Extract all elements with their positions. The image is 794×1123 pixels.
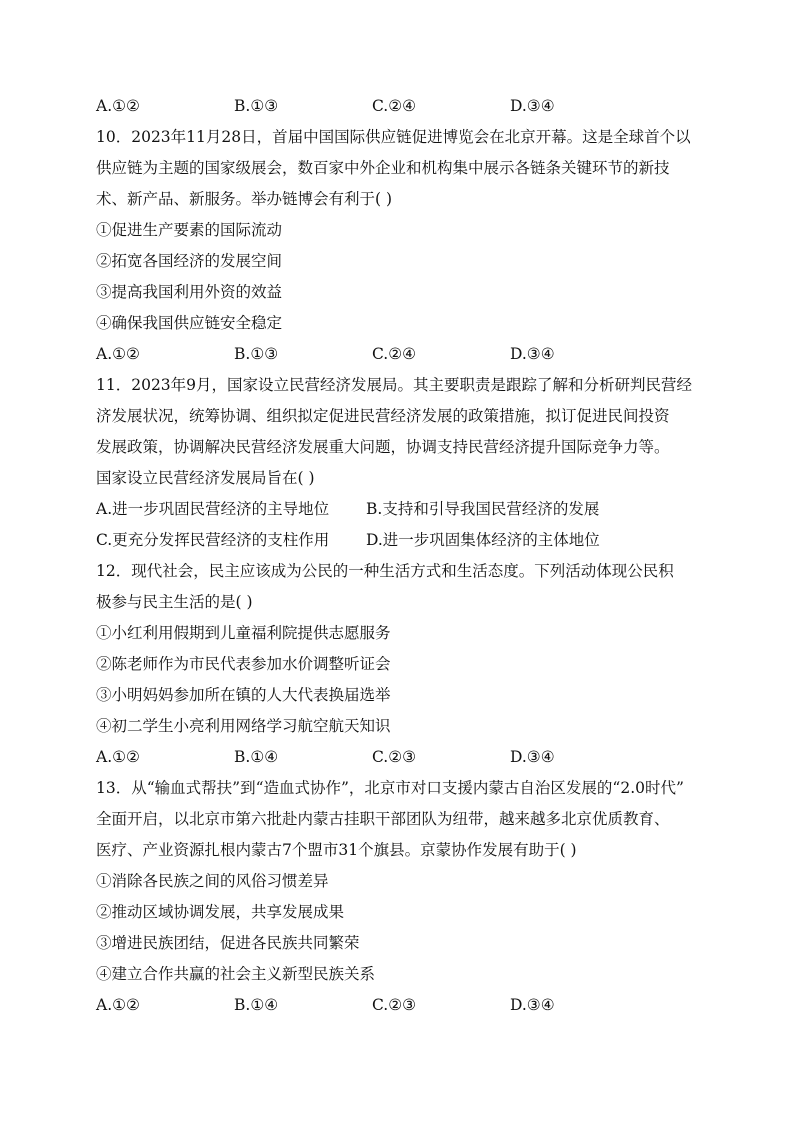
q10-options (96, 344, 698, 364)
q12-option-a: A.①② (96, 748, 140, 766)
q11-stem-line-1: 11．2023年9月，国家设立民营经济发展局。其主要职责是跟踪了解和分析研判民营经 (96, 376, 693, 394)
q13-option-c: C.②③ (372, 996, 417, 1014)
q11-option-d: D.进一步巩固集体经济的主体地位 (366, 531, 600, 549)
q12-option-b: B.①④ (234, 748, 279, 766)
q13-item-4: ④建立合作共赢的社会主义新型民族关系 (96, 965, 376, 983)
q9-option-d: D.③④ (510, 97, 555, 115)
q12-stem-line-1: 12．现代社会，民主应该成为公民的一种生活方式和生活态度。下列活动体现公民积 (96, 562, 674, 580)
q10-option-b: B.①③ (234, 345, 279, 363)
q10-item-3: ③提高我国利用外资的效益 (96, 283, 283, 301)
q12-item-1: ①小红利用假期到儿童福利院提供志愿服务 (96, 624, 391, 642)
q9-option-a: A.①② (96, 97, 140, 115)
q10-item-2: ②拓宽各国经济的发展空间 (96, 252, 283, 270)
q12-item-3: ③小明妈妈参加所在镇的人大代表换届选举 (96, 686, 391, 704)
q13-option-d: D.③④ (510, 996, 555, 1014)
q13-option-b: B.①④ (234, 996, 279, 1014)
q13-options (96, 995, 698, 1015)
q11-option-c: C.更充分发挥民营经济的支柱作用 (96, 531, 330, 549)
q10-item-4: ④确保我国供应链安全稳定 (96, 314, 283, 332)
q13-option-a: A.①② (96, 996, 140, 1014)
q11-stem-line-4: 国家设立民营经济发展局旨在( ) (96, 469, 315, 487)
q10-stem-line-2: 供应链为主题的国家级展会，数百家中外企业和机构集中展示各链条关键环节的新技 (96, 159, 670, 177)
q12-option-d: D.③④ (510, 748, 555, 766)
q12-stem-line-2: 极参与民主生活的是( ) (96, 593, 253, 611)
q11-options-row-2 (96, 530, 698, 550)
q11-option-b: B.支持和引导我国民营经济的发展 (366, 500, 600, 518)
q9-options (96, 96, 698, 116)
q9-option-b: B.①③ (234, 97, 279, 115)
q9-option-c: C.②④ (372, 97, 417, 115)
q13-item-1: ①消除各民族之间的风俗习惯差异 (96, 872, 329, 890)
q12-option-c: C.②③ (372, 748, 417, 766)
q12-item-4: ④初二学生小亮利用网络学习航空航天知识 (96, 717, 391, 735)
q12-options (96, 747, 698, 767)
q11-stem-line-3: 发展政策，协调解决民营经济发展重大问题，协调支持民营经济提升国际竞争力等。 (96, 438, 670, 456)
q10-stem-line-1: 10．2023年11月28日，首届中国国际供应链促进博览会在北京开幕。这是全球首个以 (96, 128, 691, 146)
q10-option-d: D.③④ (510, 345, 555, 363)
q13-item-3: ③增进民族团结，促进各民族共同繁荣 (96, 934, 360, 952)
q10-option-c: C.②④ (372, 345, 417, 363)
q11-option-a: A.进一步巩固民营经济的主导地位 (96, 500, 330, 518)
q12-item-2: ②陈老师作为市民代表参加水价调整听证会 (96, 655, 391, 673)
q13-item-2: ②推动区域协调发展，共享发展成果 (96, 903, 345, 921)
q11-options-row-1 (96, 499, 698, 519)
q13-stem-line-1: 13．从“输血式帮扶”到“造血式协作”，北京市对口支援内蒙古自治区发展的“2.0时代” (96, 779, 684, 797)
q10-item-1: ①促进生产要素的国际流动 (96, 221, 283, 239)
q10-stem-line-3: 术、新产品、新服务。举办链博会有利于( ) (96, 190, 393, 208)
q13-stem-line-2: 全面开启，以北京市第六批赴内蒙古挂职干部团队为纽带，越来越多北京优质教育、 (96, 810, 670, 828)
q11-stem-line-2: 济发展状况，统筹协调、组织拟定促进民营经济发展的政策措施，拟订促进民间投资 (96, 407, 670, 425)
q13-stem-line-3: 医疗、产业资源扎根内蒙古7个盟市31个旗县。京蒙协作发展有助于( ) (96, 841, 577, 859)
q10-option-a: A.①② (96, 345, 140, 363)
